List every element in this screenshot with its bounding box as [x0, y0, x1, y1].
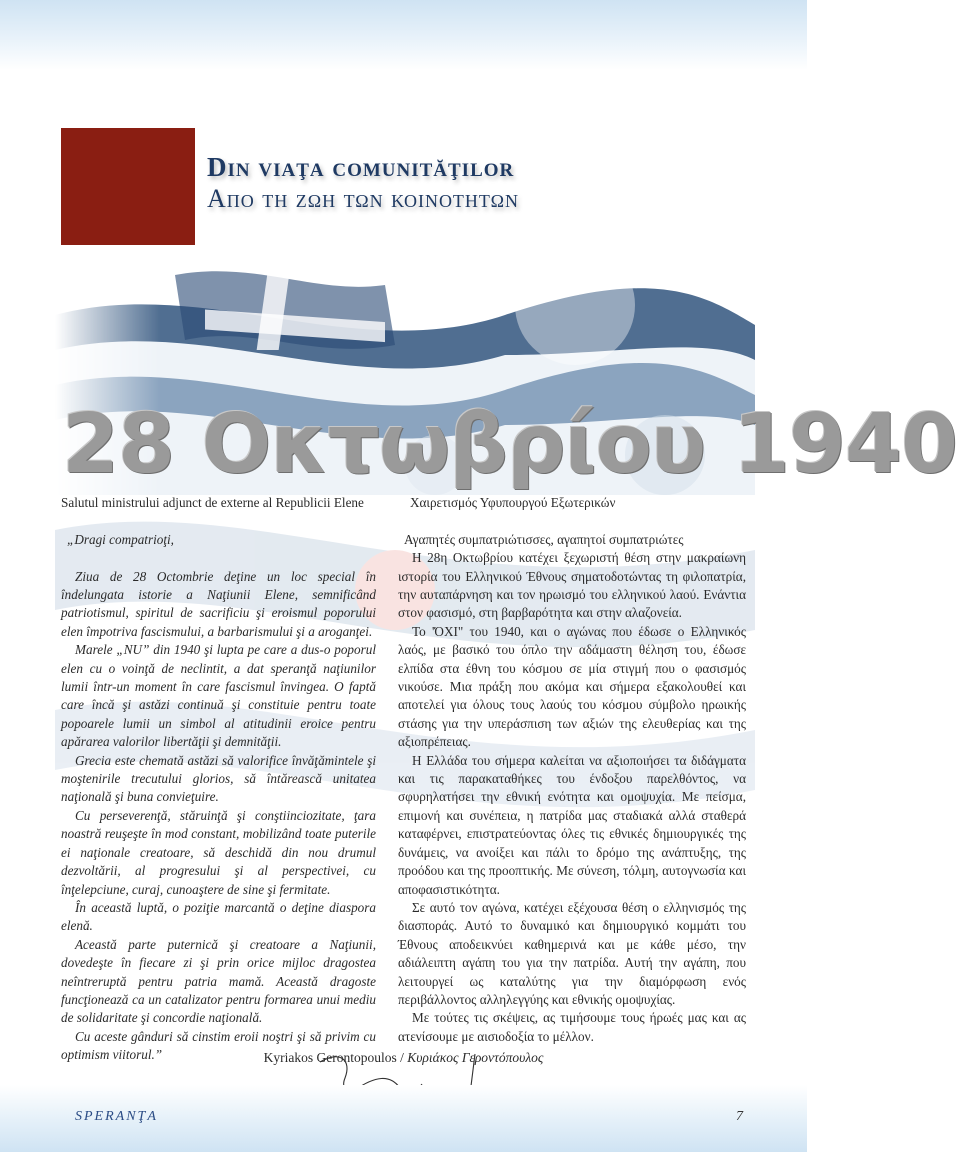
section-color-block — [61, 128, 195, 245]
greek-paragraph: Σε αυτό τον αγώνα, κατέχει εξέχουσα θέση ο ελληνισμός της διασποράς. Αυτό το δυναμικό και δημιουργικό κομμάτι του Έθνους αποδεικνύει καθημερινά και με κάθε μέσο, την αδιάλειπτη αγάπη του για την πατρίδα. Αυτή την αγάπη, που λειτουργεί ως καταλύτης για την διαμόρφωση ενός περιβάλλοντος αλληλεγγύης και εθνικής ομοψυχίας. — [398, 899, 746, 1007]
romanian-heading: Salutul ministrului adjunct de externe al Republicii Elene — [61, 495, 364, 510]
section-title — [207, 150, 767, 214]
romanian-paragraph: Cu aceste gânduri să cinstim eroii noştri şi să privim cu optimism viitorul.” — [61, 1028, 376, 1063]
top-gradient-band — [0, 0, 807, 70]
greek-paragraph: Το 'ΌΧΙ" του 1940, και ο αγώνας που έδωσε ο Ελληνικός λαός, με βασικό του όπλο την αδάμαστη θέληση του, έδωσε ελπίδα στα έθνη του κόσμου σε μία στιγμή που ο φασισμός νικούσε. Μια πράξη που ακόμα και σήμερα εξακολουθεί και αποτελεί για όλους τους λαούς του κόσμου σύμβολο ηρωικής στάσης για την υπεράσπιση των αξιών της ελευθερίας και της αξιοπρέπειας. — [398, 623, 746, 750]
greek-paragraph: Η Ελλάδα του σήμερα καλείται να αξιοποιήσει τα διδάγματα και τις παρακαταθήκες του ένδοξου παρελθόντος, να σφυρηλατήσει την εθνική ενότητα και ομοψυχία. Με πείσμα, επιμονή και συνέπεια, η πατρίδα μας σταδιακά αλλά σταθερά καταφέρνει, επιστρατεύοντας όλες τις εθνικές δημιουργικές της δυνάμεις, να ανοίξει και πάλι το δρόμο της ανάπτυξης, της προόδου και της προοπτικής. Με σύνεση, τόλμη, αυτογνωσία και αποφασιστικότητα. — [398, 752, 746, 897]
signature-separator: / — [396, 1050, 408, 1065]
greek-paragraph: Με τούτες τις σκέψεις, ας τιμήσουμε τους ήρωές μας και ας ατενίσουμε με αισιοδοξία το μέλλον. — [398, 1010, 746, 1044]
romanian-paragraph: În această luptă, o poziţie marcantă o deţine diaspora elenă. — [61, 899, 376, 934]
page-number: 7 — [736, 1109, 743, 1124]
anniversary-date-banner: 28 Οκτωβρίου 1940 — [62, 397, 957, 492]
romanian-greeting: „Dragi compatrioţi, — [67, 531, 174, 547]
greek-greeting: Αγαπητές συμπατριώτισσες, αγαπητοί συμπατριώτες — [404, 531, 684, 547]
signature-name-romanian: Kyriakos Gerontopoulos — [263, 1050, 397, 1065]
section-title-greek: Απο τη ζωη των κοινοτητων — [207, 184, 519, 213]
romanian-paragraph: Această parte puternică şi creatoare a Naţiunii, dovedeşte în fiecare zi şi prin orice mijloc dragostea neîntreruptă pentru patria mamă. Această dragoste funcţionează ca un catalizator pentru formarea unui mediu de solidaritate şi concordie naţională. — [61, 936, 376, 1026]
greek-paragraph: Η 28η Οκτωβρίου κατέχει ξεχωριστή θέση στην μακραίωνη ιστορία του Ελληνικού Έθνους σηματοδοτώντας τη φιλοπατρία, την αυταπάρνηση και τον ηρωισμό του ελληνικού λαού. Ενάντια στον φασισμό, στη βαρβαρότητα και στην αλαζονεία. — [398, 550, 746, 621]
signature-name-greek: Κυριάκος Γεροντόπουλος — [407, 1050, 544, 1065]
romanian-paragraph: Ziua de 28 Octombrie deţine un loc special în îndelungata istorie a Naţiunii Elene, semnificând patriotismul, spiritul de sacrificiu şi eroismul poporului elen împotriva fascismului, a barbarismului şi a aroganţei. — [61, 568, 376, 639]
greek-heading: Χαιρετισμός Υφυπουργού Εξωτερικών — [410, 495, 616, 510]
footer-brand: SPERANŢA — [75, 1109, 158, 1124]
romanian-paragraph: Grecia este chemată astăzi să valorifice învăţămintele şi moştenirile trecutului glorios, să întărească unitatea naţională şi buna convieţuire. — [61, 752, 376, 805]
romanian-paragraph: Marele „NU” din 1940 şi lupta pe care a dus-o poporul elen cu o voinţă de neclintit, a dat speranţă naţiunilor lumii într-un moment în care fascismul învingea. O faptă care încă şi astăzi continuă şi constituie pentru toate popoarele lumii un simbol al atitudinii eroice pentru apărarea valorilor libertăţii şi demnităţii. — [61, 642, 376, 750]
section-title-romanian: Din viaţa comunităţilor — [207, 152, 515, 182]
greek-column — [398, 494, 746, 1046]
romanian-paragraph: Cu perseverenţă, stăruinţă şi conştiinciozitate, ţara noastră reuşeşte în mod constant, mobilizând toate puterile ei naţionale creatoare, să deschidă din nou drumul dezvoltării, al progresului şi al perspectivei, cu înţelepciune, curaj, cunoaştere de sine şi fermitate. — [61, 807, 376, 897]
romanian-column — [61, 494, 376, 1065]
